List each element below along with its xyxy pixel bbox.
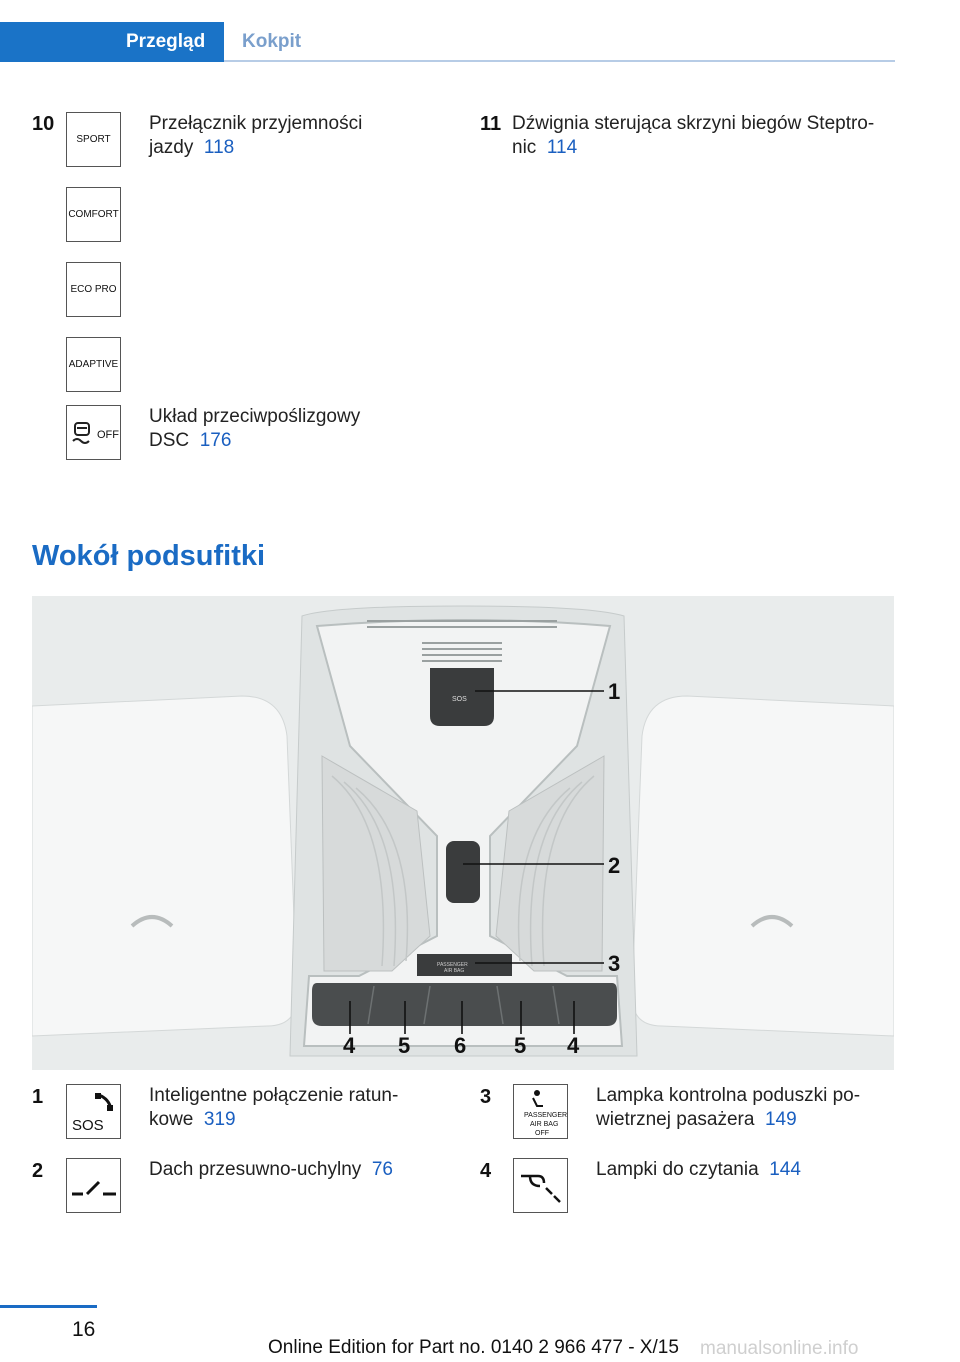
adaptive-button-icon: ADAPTIVE [66, 337, 121, 392]
svg-text:PASSENGER: PASSENGER [523, 1111, 567, 1119]
tab-label: Przegląd [126, 31, 206, 52]
item-description: Dźwignia sterująca skrzyni biegów Steptro-nic 114 [512, 113, 875, 158]
svg-text:4: 4 [343, 1033, 356, 1058]
svg-text:1: 1 [608, 679, 621, 704]
watermark: manualsonline.info [700, 1338, 859, 1359]
item-description: Lampki do czytania 144 [596, 1159, 801, 1180]
item-description: Przełącznik przyjemności jazdy 118 [149, 113, 363, 158]
tab-kokpit[interactable] [224, 22, 895, 62]
sos-icon [66, 1084, 121, 1139]
svg-text:OFF: OFF [96, 428, 119, 441]
tab-przeglad[interactable] [0, 22, 224, 62]
overhead-console-figure [32, 596, 894, 1070]
chapter-tabs [0, 22, 895, 62]
svg-text:SOS: SOS [71, 1116, 104, 1134]
page-reference[interactable]: 114 [546, 137, 578, 158]
page-reference[interactable]: 144 [769, 1159, 801, 1180]
page-reference[interactable]: 149 [764, 1109, 797, 1130]
tab-label: Kokpit [242, 31, 302, 52]
svg-text:5: 5 [398, 1033, 411, 1058]
page-reference[interactable]: 176 [199, 430, 232, 451]
svg-text:AIR BAG: AIR BAG [444, 968, 465, 974]
svg-text:4: 4 [567, 1033, 580, 1058]
section-title: Wokół podsufitki [32, 540, 266, 572]
svg-text:OFF: OFF [534, 1129, 549, 1137]
page-reference[interactable]: 118 [203, 137, 235, 158]
svg-text:AIR BAG: AIR BAG [529, 1120, 558, 1128]
eco-pro-button-icon: ECO PRO [66, 262, 121, 317]
sport-button-icon: SPORT [66, 112, 121, 167]
item-description: Dach przesuwno-uchylny 76 [149, 1159, 393, 1180]
reading-light-icon [513, 1158, 568, 1213]
footer-rule [0, 1305, 97, 1308]
dsc-off-icon [66, 405, 121, 460]
page-reference[interactable]: 76 [371, 1159, 393, 1180]
item-number: 10 [32, 113, 55, 135]
item-number: 4 [480, 1160, 492, 1182]
svg-text:6: 6 [454, 1033, 467, 1058]
item-description: Układ przeciwpoślizgowy DSC 176 [149, 406, 361, 451]
svg-text:SOS: SOS [452, 696, 467, 703]
item-number: 2 [32, 1160, 44, 1182]
svg-text:PASSENGER: PASSENGER [437, 962, 468, 968]
item-number: 3 [480, 1086, 492, 1108]
item-description: Lampka kontrolna poduszki po-wietrznej pasażera 149 [596, 1085, 861, 1130]
page-number: 16 [72, 1318, 96, 1341]
svg-text:5: 5 [514, 1033, 527, 1058]
item-number: 1 [32, 1086, 44, 1108]
page-reference[interactable]: 319 [203, 1109, 236, 1130]
sunroof-icon [66, 1158, 121, 1213]
passenger-airbag-off-icon [513, 1084, 568, 1139]
comfort-button-icon: COMFORT [66, 187, 121, 242]
svg-text:3: 3 [608, 951, 621, 976]
item-number: 11 [480, 113, 502, 135]
item-description: Inteligentne połączenie ratun-kowe 319 [149, 1085, 399, 1130]
svg-text:2: 2 [608, 853, 621, 878]
edition-note: Online Edition for Part no. 0140 2 966 477 - X/15 [268, 1337, 679, 1358]
